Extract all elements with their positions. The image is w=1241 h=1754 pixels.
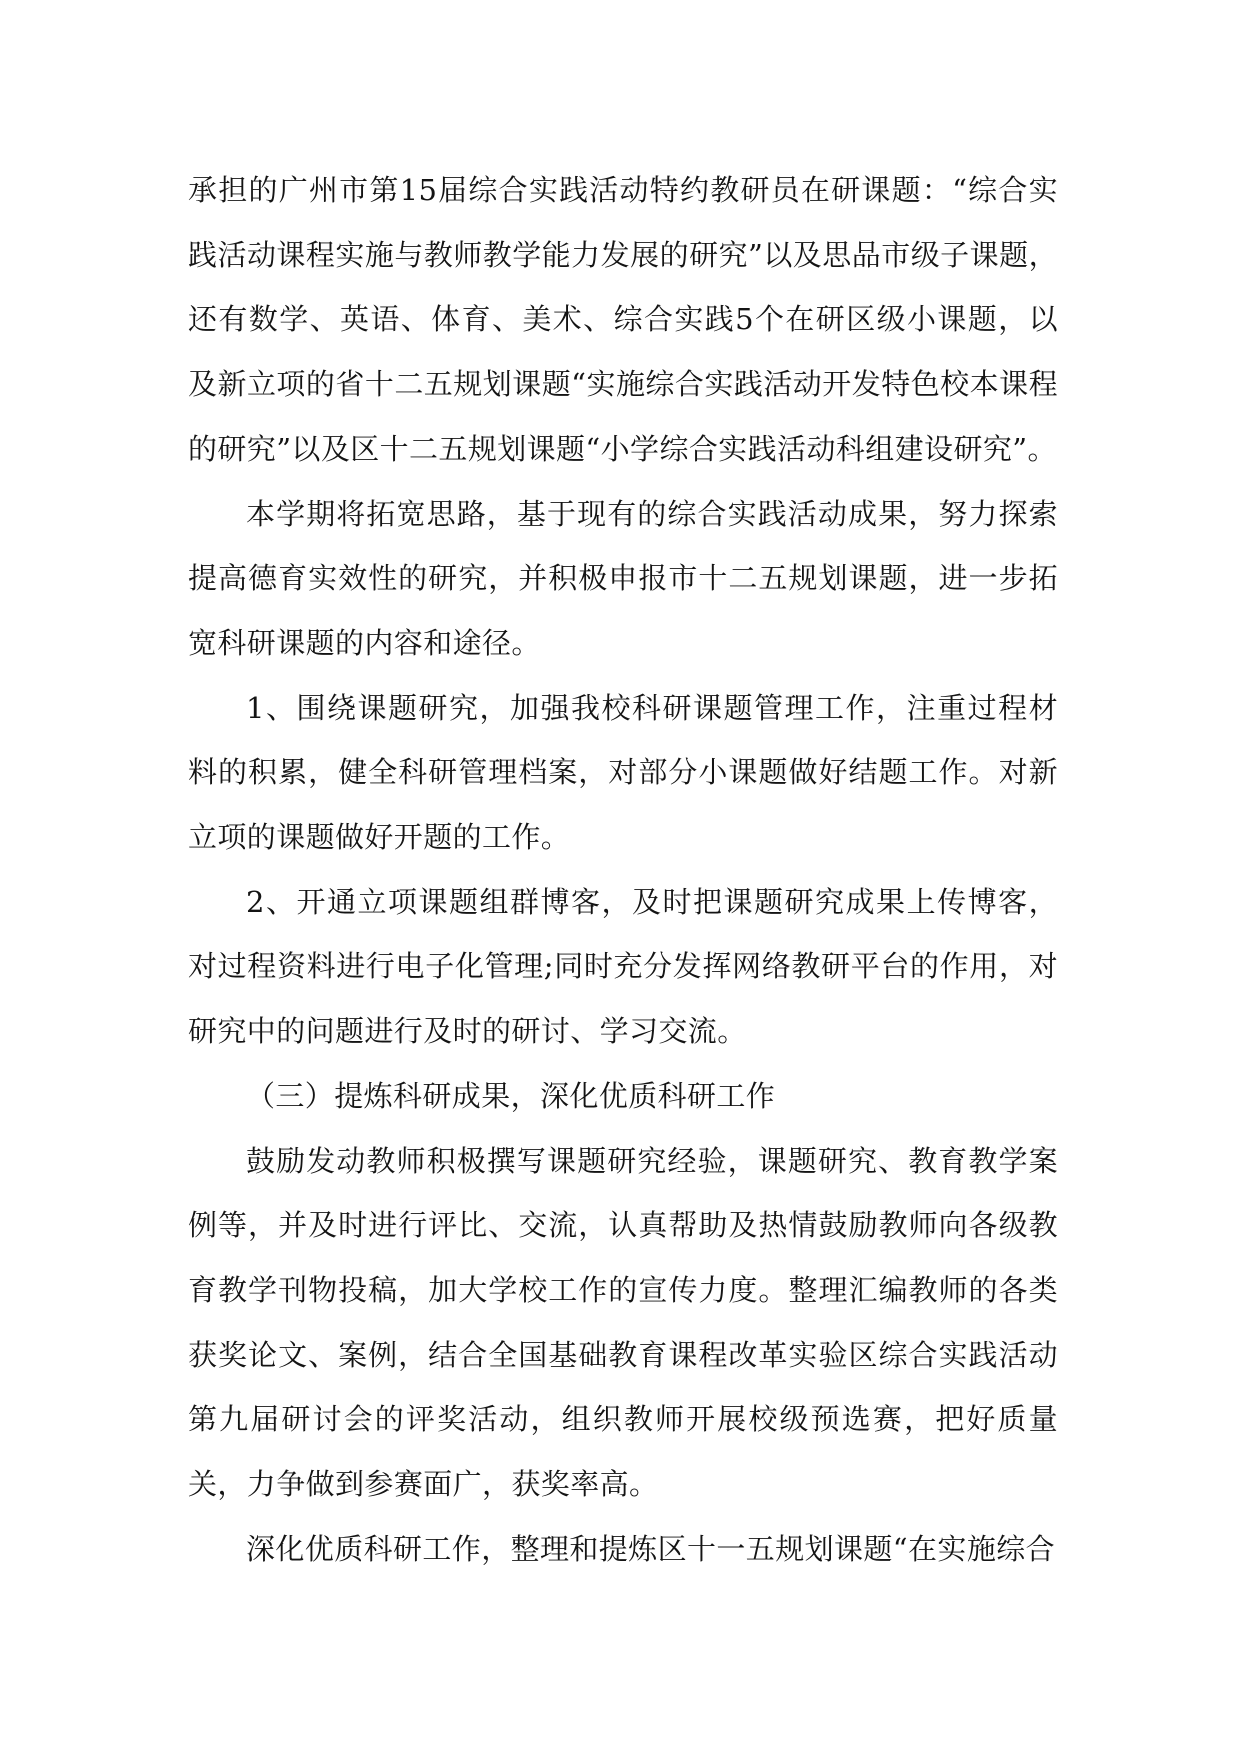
paragraph-continuation: 承担的广州市第15届综合实践活动特约教研员在研课题：“综合实践活动课程实施与教师教学能力发展的研究”以及思品市级子课题，还有数学、英语、体育、美术、综合实践5个在研区级小课题，以及新立项的省十二五规划课题“实施综合实践活动开发特色校本课程的研究”以及区十二五规划课题“小学综合实践活动科组建设研究”。 [188, 173, 1058, 466]
paragraph-deepen-research: 深化优质科研工作，整理和提炼区十一五规划课题“在实施综合 [246, 1531, 1056, 1566]
paragraph-encourage-teachers: 鼓励发动教师积极撰写课题研究经验，课题研究、教育教学案例等，并及时进行评比、交流，认真帮助及热情鼓励教师向各级教育教学刊物投稿，加大学校工作的宣传力度。整理汇编教师的各类获奖论文、案例，结合全国基础教育课程改革实验区综合实践活动第九届研讨会的评奖活动，组织教师开展校级预选赛，把好质量关，力争做到参赛面广，获奖率高。 [188, 1143, 1058, 1502]
section-heading-3: （三）提炼科研成果，深化优质科研工作 [246, 1078, 776, 1113]
paragraph-research-direction: 本学期将拓宽思路，基于现有的综合实践活动成果，努力探索提高德育实效性的研究，并积极申报市十二五规划课题，进一步拓宽科研课题的内容和途径。 [188, 496, 1058, 660]
paragraph-item-1: 1、围绕课题研究，加强我校科研课题管理工作，注重过程材料的积累，健全科研管理档案，对部分小课题做好结题工作。对新立项的课题做好开题的工作。 [188, 690, 1058, 855]
paragraph-item-2: 2、开通立项课题组群博客，及时把课题研究成果上传博客，对过程资料进行电子化管理;同时充分发挥网络教研平台的作用，对研究中的问题进行及时的研讨、学习交流。 [188, 884, 1058, 1049]
document-body [188, 158, 1058, 1581]
